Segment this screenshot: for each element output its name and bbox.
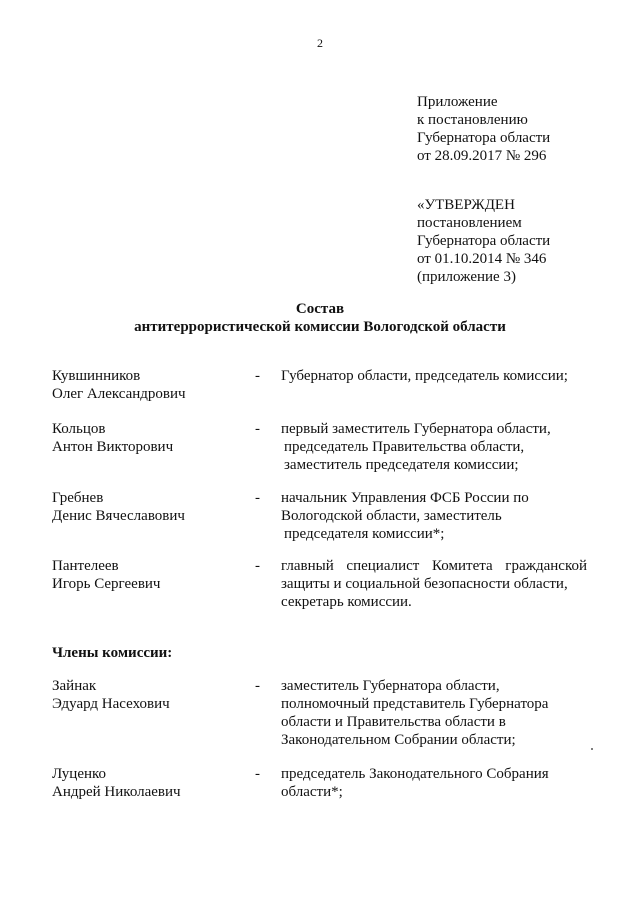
member-surname: Луценко — [52, 766, 107, 782]
dash-separator: - — [255, 368, 260, 384]
page-number: 2 — [317, 36, 323, 50]
member-given-names: Игорь Сергеевич — [52, 576, 161, 592]
member-name — [52, 420, 173, 456]
approval-line: постановлением — [417, 215, 522, 231]
member-surname: Кольцов — [52, 421, 106, 437]
member-name — [52, 557, 160, 593]
title-line: Состав — [295, 301, 345, 317]
dash-separator: - — [255, 490, 260, 506]
title-line: антитеррористической комиссии Вологодской области — [134, 319, 506, 335]
role-line: области и Правительства области в — [281, 714, 506, 730]
member-role — [281, 367, 587, 385]
role-line: главный специалист Комитета гражданской — [281, 558, 587, 574]
approval-stamp — [417, 196, 550, 286]
role-line: заместитель Губернатора области, — [281, 678, 500, 694]
member-given-names: Денис Вячеславович — [52, 508, 185, 524]
members-heading: Члены комиссии: — [52, 645, 173, 661]
scan-speck — [591, 748, 593, 750]
appendix-line: Приложение — [417, 94, 498, 110]
appendix-line: от 28.09.2017 № 296 — [417, 148, 547, 164]
member-role — [281, 420, 587, 474]
role-line: председатель Правительства области, — [284, 439, 525, 455]
role-line: начальник Управления ФСБ России по — [281, 490, 529, 506]
member-name — [52, 367, 186, 403]
dash-separator: - — [255, 558, 260, 574]
approval-line: от 01.10.2014 № 346 — [417, 251, 547, 267]
member-given-names: Олег Александрович — [52, 386, 186, 402]
member-surname: Кувшинников — [52, 368, 141, 384]
document-title — [0, 300, 640, 336]
member-name — [52, 489, 185, 525]
role-line: первый заместитель Губернатора области, — [281, 421, 551, 437]
member-surname: Зайнак — [52, 678, 97, 694]
approval-line: «УТВЕРЖДЕН — [417, 197, 515, 213]
role-line: области*; — [281, 784, 343, 800]
role-line: полномочный представитель Губернатора — [281, 696, 549, 712]
member-surname: Пантелеев — [52, 558, 119, 574]
member-name — [52, 765, 181, 801]
member-role — [281, 489, 587, 543]
approval-line: Губернатора области — [417, 233, 551, 249]
role-line: секретарь комиссии. — [281, 594, 412, 610]
member-given-names: Эдуард Насехович — [52, 696, 170, 712]
dash-separator: - — [255, 421, 260, 437]
appendix-line: Губернатора области — [417, 130, 551, 146]
appendix-note — [417, 93, 550, 165]
appendix-line: к постановлению — [417, 112, 528, 128]
member-role — [281, 765, 587, 801]
dash-separator: - — [255, 678, 260, 694]
role-line: заместитель председателя комиссии; — [284, 457, 519, 473]
approval-line: (приложение 3) — [417, 269, 516, 285]
member-role — [281, 557, 587, 611]
member-name — [52, 677, 170, 713]
role-line: Губернатор области, председатель комиссии; — [281, 368, 568, 384]
role-line: защиты и социальной безопасности области, — [281, 576, 568, 592]
member-given-names: Андрей Николаевич — [52, 784, 181, 800]
member-role — [281, 677, 587, 749]
role-line: Вологодской области, заместитель — [281, 508, 502, 524]
role-line: председателя комиссии*; — [284, 526, 445, 542]
role-line: Законодательном Собрании области; — [281, 732, 516, 748]
role-line: председатель Законодательного Собрания — [281, 766, 549, 782]
member-given-names: Антон Викторович — [52, 439, 174, 455]
member-surname: Гребнев — [52, 490, 104, 506]
dash-separator: - — [255, 766, 260, 782]
